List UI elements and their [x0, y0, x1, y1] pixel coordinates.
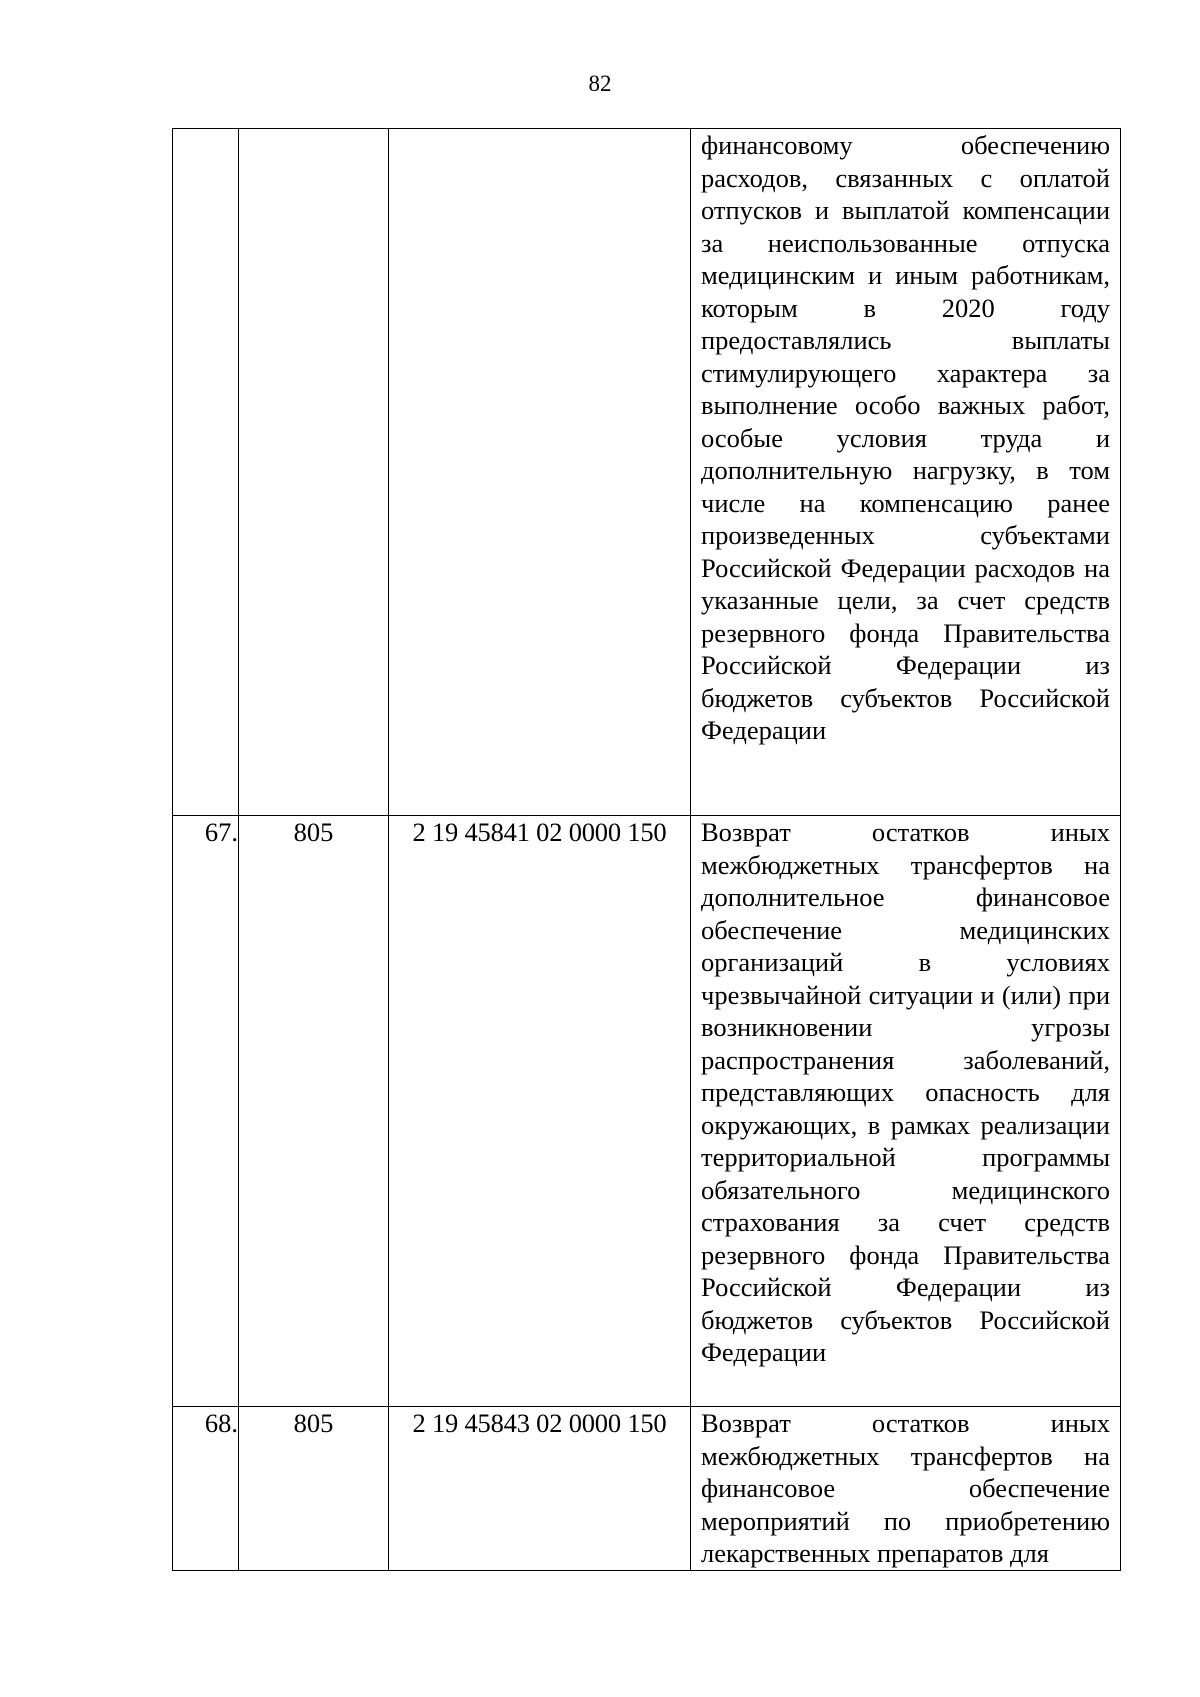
description-cell [691, 816, 1121, 1407]
table-row-68 [173, 1407, 1121, 1571]
admin-code-cell [239, 129, 389, 816]
description-text: финансовому обеспечению расходов, связанных с оплатой отпусков и выплатой компенсации за неиспользованные отпуска медицинским и иным работникам, которым в 2020 году предоставлялись выплаты стимулирующего характера за выполнение особо важных работ, особые условия труда и дополнительную нагрузку, в том числе на компенсацию ранее произведенных субъектами Российской Федерации расходов на указанные цели, за счет средств резервного фонда Правительства Российской Федерации из бюджетов субъектов Российской Федерации [701, 130, 1110, 745]
kbk-code-cell [389, 129, 691, 816]
row-number-cell: 68. [173, 1407, 239, 1571]
row-number-cell [173, 129, 239, 816]
description-cell [691, 1407, 1121, 1571]
description-cell [691, 129, 1121, 816]
description-text: Возврат остатков иных межбюджетных трансфертов на финансовое обеспечение мероприятий по приобретению лекарственных препаратов для [701, 1408, 1110, 1568]
kbk-code-cell: 2 19 45843 02 0000 150 [389, 1407, 691, 1571]
budget-codes-table [172, 128, 1121, 1571]
table-row-continuation [173, 129, 1121, 816]
admin-code-cell: 805 [239, 816, 389, 1407]
row-number-cell: 67. [173, 816, 239, 1407]
kbk-code-cell: 2 19 45841 02 0000 150 [389, 816, 691, 1407]
page-number: 82 [588, 71, 612, 96]
description-text: Возврат остатков иных межбюджетных трансфертов на дополнительное финансовое обеспечение медицинских организаций в условиях чрезвычайной ситуации и (или) при возникновении угрозы распространения заболеваний, представляющих опасность для окружающих, в рамках реализации территориальной программы обязательного медицинского страхования за счет средств резервного фонда Правительства Российской Федерации из бюджетов субъектов Российской Федерации [701, 817, 1110, 1367]
admin-code-cell: 805 [239, 1407, 389, 1571]
table-row-67 [173, 816, 1121, 1407]
